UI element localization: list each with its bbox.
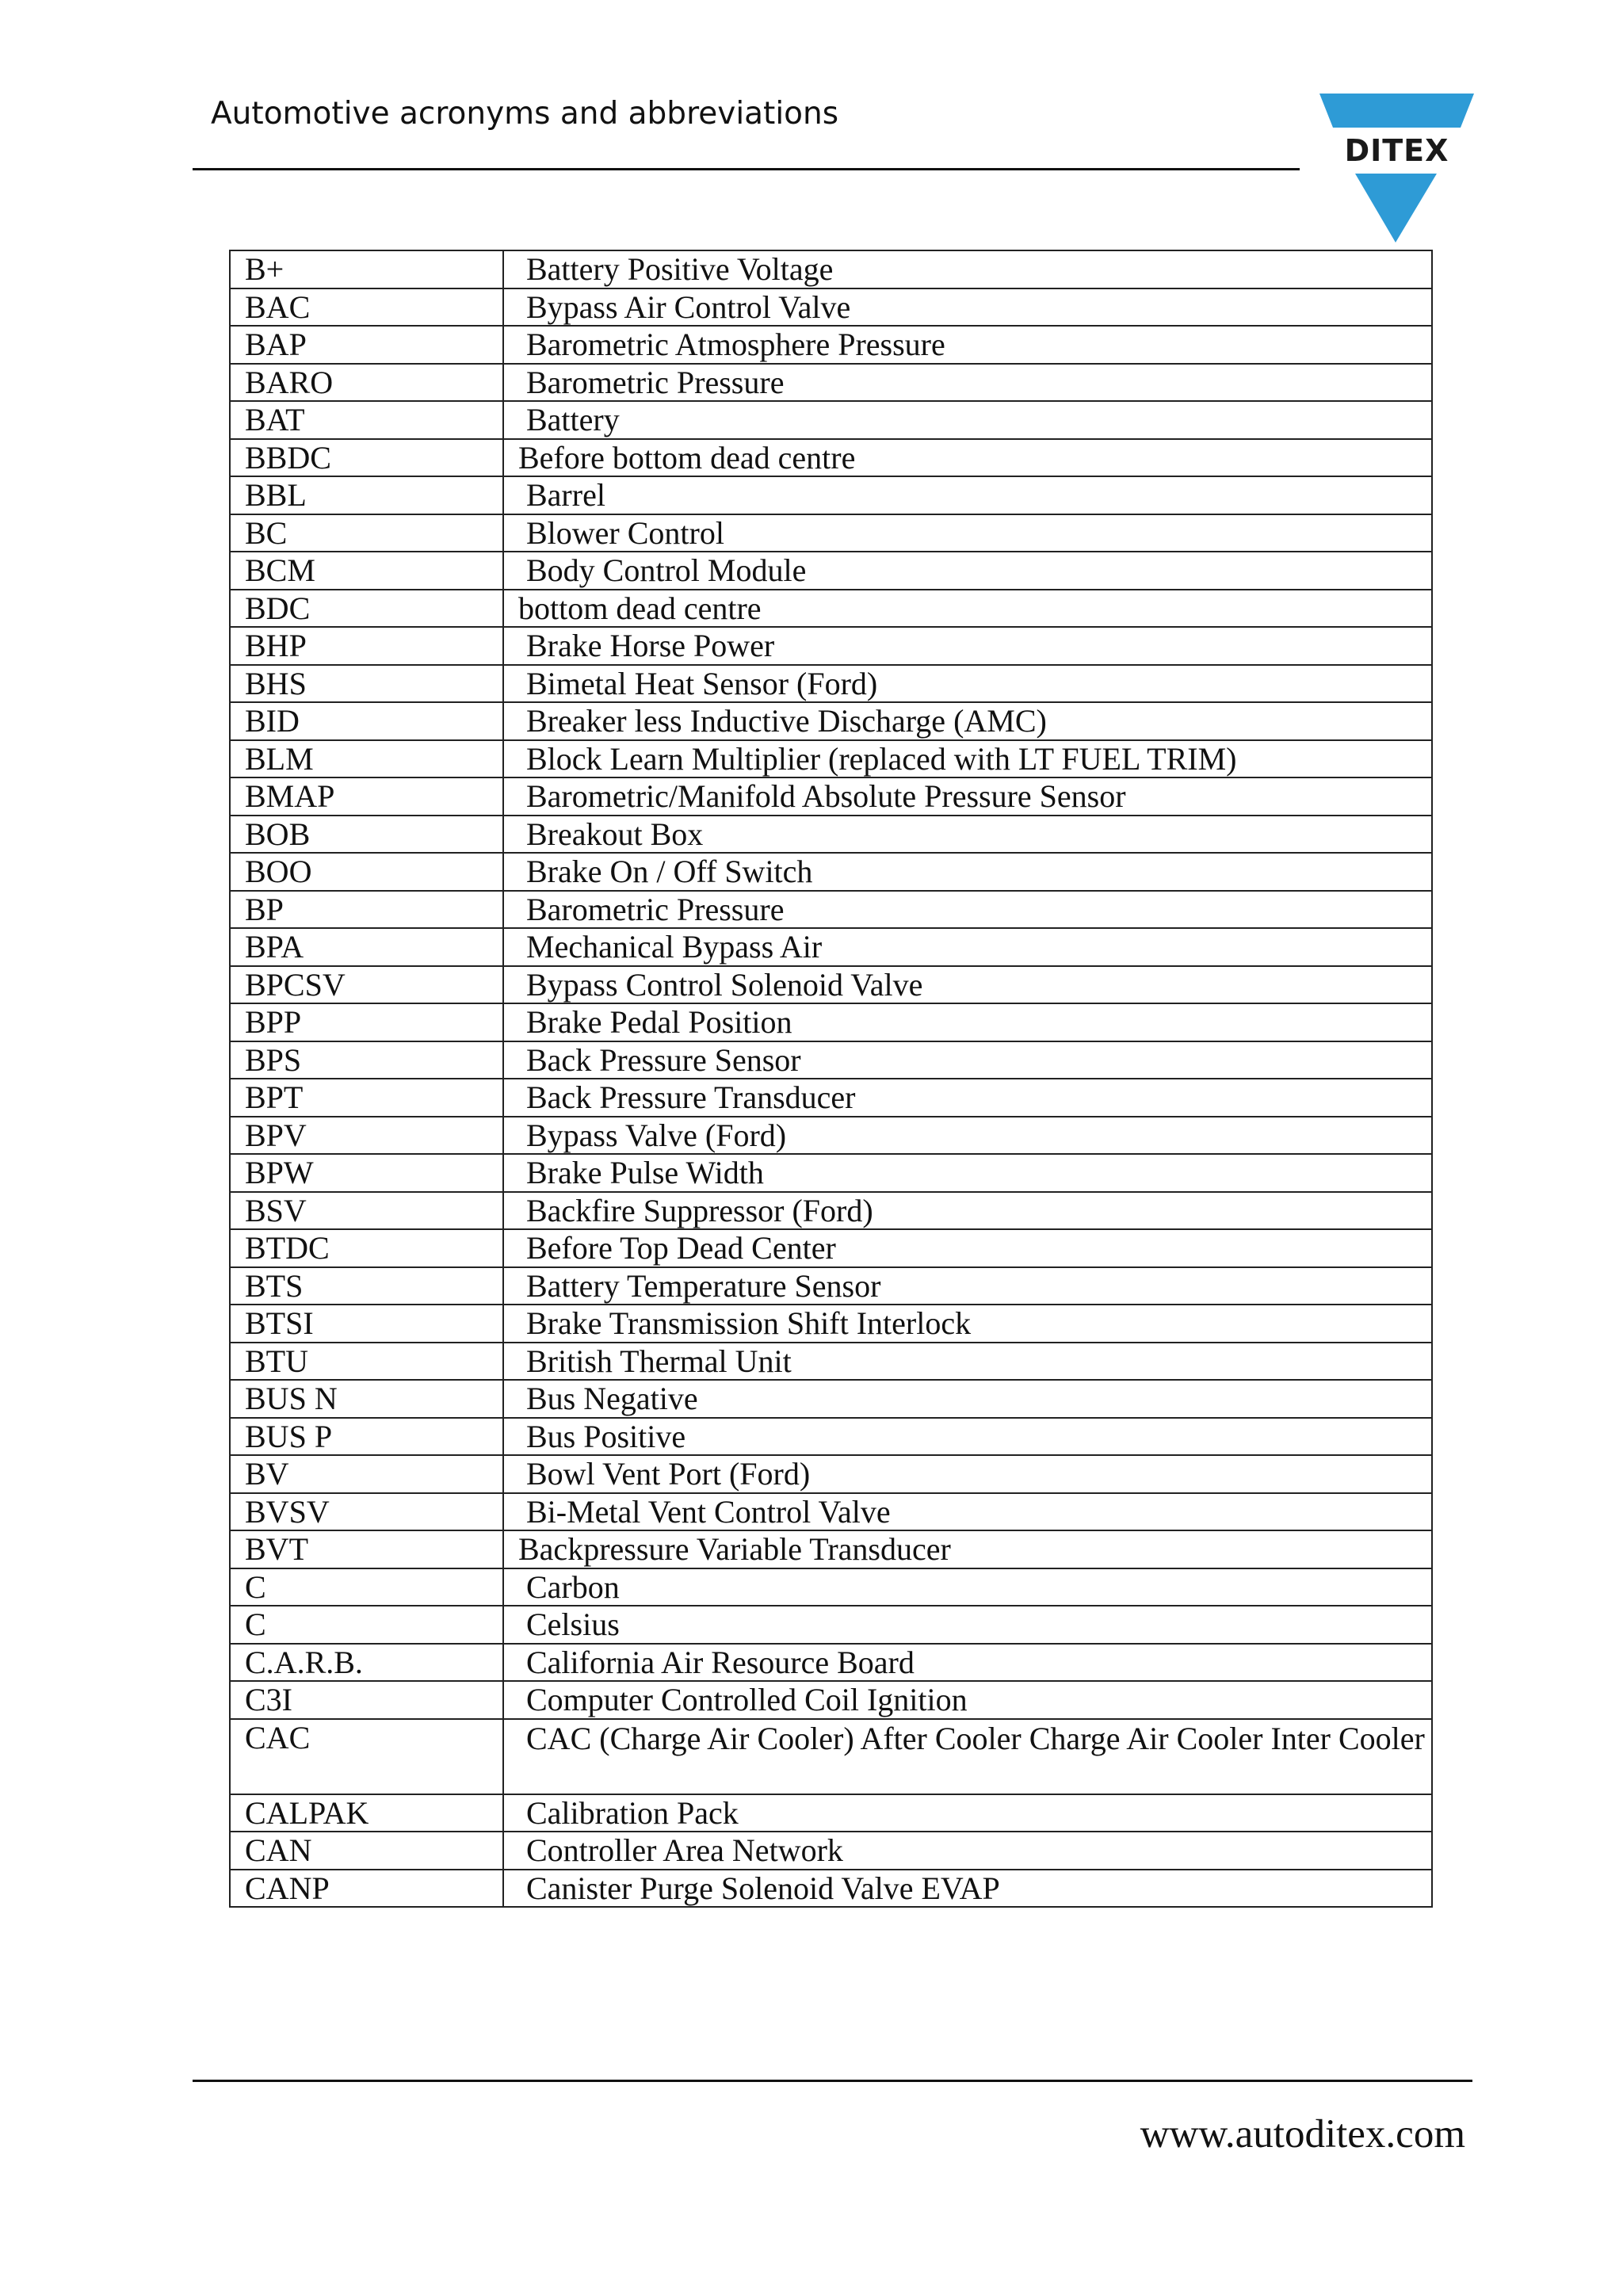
meaning-cell: Breakout Box [503, 816, 1432, 854]
acronym-cell: CAC [230, 1719, 503, 1794]
table-row [230, 928, 1432, 966]
meaning-cell: Bus Negative [503, 1380, 1432, 1418]
meaning-cell: Bimetal Heat Sensor (Ford) [503, 665, 1432, 703]
table-row [230, 1832, 1432, 1870]
table-row [230, 326, 1432, 364]
acronym-cell: C [230, 1606, 503, 1644]
table-row [230, 1418, 1432, 1456]
table-row [230, 1117, 1432, 1155]
acronym-cell: BAP [230, 326, 503, 364]
table-row [230, 1079, 1432, 1117]
meaning-cell: Brake On / Off Switch [503, 853, 1432, 891]
meaning-cell: Back Pressure Transducer [503, 1079, 1432, 1117]
table-row [230, 476, 1432, 514]
meaning-cell: Carbon [503, 1568, 1432, 1606]
meaning-cell: Brake Pedal Position [503, 1003, 1432, 1041]
meaning-cell: Battery [503, 401, 1432, 439]
meaning-cell: California Air Resource Board [503, 1644, 1432, 1682]
acronym-cell: BPV [230, 1117, 503, 1155]
acronym-cell: BTSI [230, 1305, 503, 1343]
table-row [230, 1229, 1432, 1267]
acronym-cell: BBDC [230, 439, 503, 477]
acronym-cell: CAN [230, 1832, 503, 1870]
acronym-cell: BTS [230, 1267, 503, 1305]
acronym-table [229, 250, 1433, 1908]
meaning-cell: Bypass Valve (Ford) [503, 1117, 1432, 1155]
acronym-cell: BUS N [230, 1380, 503, 1418]
acronym-cell: BC [230, 514, 503, 552]
acronym-cell: C [230, 1568, 503, 1606]
meaning-cell: Bypass Control Solenoid Valve [503, 966, 1432, 1004]
table-row [230, 1192, 1432, 1230]
acronym-cell: BID [230, 702, 503, 740]
acronym-cell: BPCSV [230, 966, 503, 1004]
table-row [230, 1003, 1432, 1041]
acronym-cell: BBL [230, 476, 503, 514]
meaning-cell: Before bottom dead centre [503, 439, 1432, 477]
acronym-cell: BLM [230, 740, 503, 778]
meaning-cell: Brake Horse Power [503, 627, 1432, 665]
table-row [230, 1267, 1432, 1305]
meaning-cell: Battery Temperature Sensor [503, 1267, 1432, 1305]
logo-text: DITEX [1344, 133, 1449, 168]
meaning-cell: Computer Controlled Coil Ignition [503, 1681, 1432, 1719]
meaning-cell: Battery Positive Voltage [503, 250, 1432, 288]
table-row [230, 665, 1432, 703]
table-row [230, 1380, 1432, 1418]
table-row [230, 250, 1432, 288]
table-row [230, 1041, 1432, 1079]
acronym-cell: BCM [230, 552, 503, 590]
meaning-cell: CAC (Charge Air Cooler) After Cooler Charge Air Cooler Inter Cooler [503, 1719, 1432, 1794]
table-row [230, 1343, 1432, 1381]
meaning-cell: Bi-Metal Vent Control Valve [503, 1493, 1432, 1531]
acronym-cell: BSV [230, 1192, 503, 1230]
meaning-cell: Brake Pulse Width [503, 1154, 1432, 1192]
footer-divider [193, 2080, 1472, 2082]
meaning-cell: Canister Purge Solenoid Valve EVAP [503, 1870, 1432, 1908]
table-row [230, 1455, 1432, 1493]
ditex-logo [1319, 94, 1474, 244]
meaning-cell: Barrel [503, 476, 1432, 514]
table-row [230, 1719, 1432, 1794]
table-row [230, 1794, 1432, 1832]
meaning-cell: Controller Area Network [503, 1832, 1432, 1870]
acronym-cell: BPA [230, 928, 503, 966]
acronym-cell: BTDC [230, 1229, 503, 1267]
acronym-cell: BHP [230, 627, 503, 665]
table-row [230, 364, 1432, 402]
table-row [230, 966, 1432, 1004]
acronym-cell: BP [230, 891, 503, 929]
table-row [230, 1530, 1432, 1568]
table-row [230, 627, 1432, 665]
meaning-cell: Before Top Dead Center [503, 1229, 1432, 1267]
acronym-cell: BVSV [230, 1493, 503, 1531]
table-row [230, 514, 1432, 552]
table-row [230, 288, 1432, 327]
acronym-cell: BOO [230, 853, 503, 891]
meaning-cell: Breaker less Inductive Discharge (AMC) [503, 702, 1432, 740]
acronym-cell: BAC [230, 288, 503, 327]
acronym-cell: BVT [230, 1530, 503, 1568]
acronym-cell: BTU [230, 1343, 503, 1381]
meaning-cell: bottom dead centre [503, 590, 1432, 628]
header-divider [193, 168, 1300, 170]
table-row [230, 891, 1432, 929]
meaning-cell: Barometric Pressure [503, 364, 1432, 402]
table-row [230, 1568, 1432, 1606]
table-row [230, 1870, 1432, 1908]
table-row [230, 401, 1432, 439]
table-row [230, 1305, 1432, 1343]
acronym-cell: BPT [230, 1079, 503, 1117]
meaning-cell: Blower Control [503, 514, 1432, 552]
acronym-cell: BHS [230, 665, 503, 703]
meaning-cell: Bypass Air Control Valve [503, 288, 1432, 327]
acronym-cell: BMAP [230, 777, 503, 816]
meaning-cell: Brake Transmission Shift Interlock [503, 1305, 1432, 1343]
meaning-cell: Calibration Pack [503, 1794, 1432, 1832]
acronym-cell: BPW [230, 1154, 503, 1192]
acronym-cell: C3I [230, 1681, 503, 1719]
meaning-cell: Backfire Suppressor (Ford) [503, 1192, 1432, 1230]
meaning-cell: Backpressure Variable Transducer [503, 1530, 1432, 1568]
acronym-cell: BARO [230, 364, 503, 402]
logo-triangles-icon [1319, 94, 1474, 244]
table-row [230, 777, 1432, 816]
table-row [230, 1644, 1432, 1682]
meaning-cell: Back Pressure Sensor [503, 1041, 1432, 1079]
table-row [230, 439, 1432, 477]
meaning-cell: British Thermal Unit [503, 1343, 1432, 1381]
meaning-cell: Barometric Atmosphere Pressure [503, 326, 1432, 364]
meaning-cell: Bus Positive [503, 1418, 1432, 1456]
meaning-cell: Mechanical Bypass Air [503, 928, 1432, 966]
meaning-cell: Block Learn Multiplier (replaced with LT FUEL TRIM) [503, 740, 1432, 778]
table-row [230, 740, 1432, 778]
meaning-cell: Bowl Vent Port (Ford) [503, 1455, 1432, 1493]
acronym-cell: BAT [230, 401, 503, 439]
table-row [230, 702, 1432, 740]
table-row [230, 853, 1432, 891]
document-title: Automotive acronyms and abbreviations [211, 96, 839, 132]
acronym-cell: BV [230, 1455, 503, 1493]
table-row [230, 816, 1432, 854]
table-row [230, 1681, 1432, 1719]
footer-url[interactable]: www.autoditex.com [1140, 2112, 1465, 2157]
meaning-cell: Barometric/Manifold Absolute Pressure Sensor [503, 777, 1432, 816]
meaning-cell: Body Control Module [503, 552, 1432, 590]
acronym-cell: BPS [230, 1041, 503, 1079]
table-row [230, 1154, 1432, 1192]
table-row [230, 590, 1432, 628]
acronym-cell: BOB [230, 816, 503, 854]
table-row [230, 552, 1432, 590]
acronym-cell: BDC [230, 590, 503, 628]
acronym-cell: CANP [230, 1870, 503, 1908]
meaning-cell: Celsius [503, 1606, 1432, 1644]
acronym-cell: B+ [230, 250, 503, 288]
acronym-cell: BUS P [230, 1418, 503, 1456]
acronym-cell: CALPAK [230, 1794, 503, 1832]
table-row [230, 1606, 1432, 1644]
table-row [230, 1493, 1432, 1531]
meaning-cell: Barometric Pressure [503, 891, 1432, 929]
acronym-cell: C.A.R.B. [230, 1644, 503, 1682]
acronym-cell: BPP [230, 1003, 503, 1041]
